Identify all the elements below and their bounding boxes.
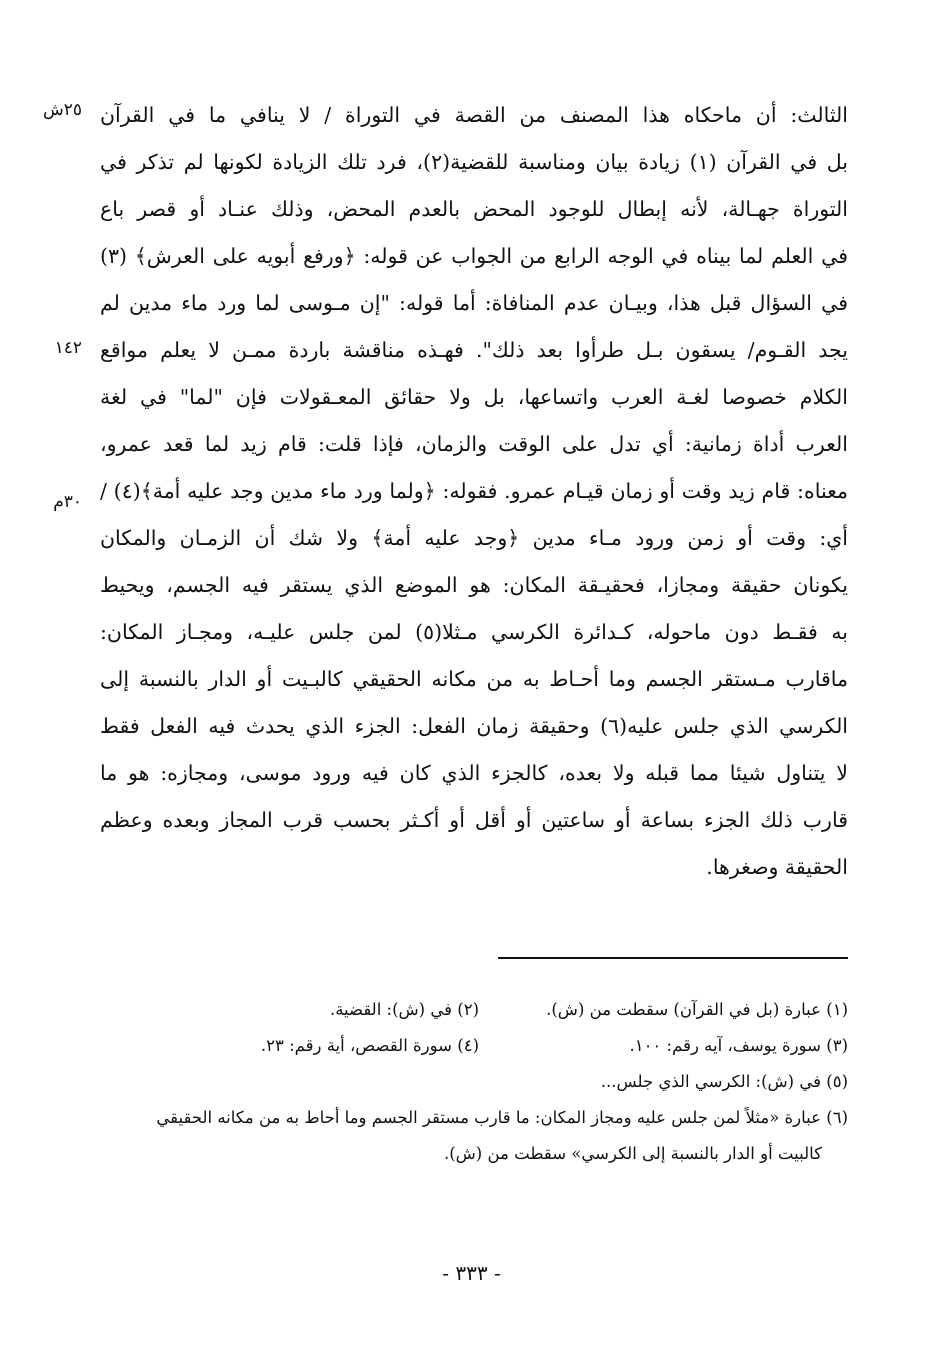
- footnote-row: [110, 992, 848, 1028]
- footnote-6-continuation: كالبيت أو الدار بالنسبة إلى الكرسي» سقطت من (ش).: [443, 1144, 822, 1163]
- text-line: معناه: قام زيد وقت أو زمان قيـام عمرو. فقوله: ﴿ولما ورد ماء مدين وجد عليه أمة﴾(٤) /: [100, 479, 848, 503]
- text-line: يكونان حقيقة ومجازا، فحقيـقة المكان: هو الموضع الذي يستقر فيه الجسم، ويحيط: [100, 573, 848, 597]
- text-line: يجد القـوم/ يسقون بـل طرأوا بعد ذلك". فهـذه مناقشة باردة ممـن لا يعلم مواقع: [100, 338, 848, 362]
- text-line: ماقارب مـستقر الجسم وما أحـاط به من مكانه الحقيقي كالبـيت أو الدار بالنسبة إلى: [100, 667, 848, 691]
- text-line: لا يتناول شيئا مما قبله ولا بعده، كالجزء الذي كان فيه ورود موسى، ومجازه: هو ما: [100, 761, 848, 785]
- main-text: [100, 92, 848, 891]
- text-line: الكرسي الذي جلس عليه(٦) وحقيقة زمان الفعل: الجزء الذي يحدث فيه الفعل فقط: [100, 714, 848, 738]
- text-line: الكلام خصوصا لغـة العرب واتساعها، بل ولا حقائق المعـقولات فإن "لما" في لغة: [100, 385, 848, 409]
- footnote-row: [110, 1028, 848, 1064]
- margin-note-folio: ١٤٢: [54, 338, 82, 358]
- footnote-4: (٤) سورة القصص، أية رقم: ٢٣.: [260, 1036, 479, 1055]
- page-number: - ٣٣٣ -: [442, 1261, 501, 1285]
- text-line: به فقـط دون ماحوله، كـدائرة الكرسي مـثلا(٥) لمن جلس عليـه، ومجـاز المكان:: [100, 620, 848, 644]
- text-line: في السؤال قبل هذا، وبيـان عدم المنافاة: أما قوله: "إن مـوسى لما ورد ماء مدين لم: [100, 291, 848, 315]
- footnote-2: (٢) في (ش): القضية.: [329, 1000, 479, 1019]
- text-line: في العلم لما بيناه في الوجه الرابع من الجواب عن قوله: ﴿ورفع أبويه على العرش﴾ (٣): [100, 244, 848, 268]
- footnote-separator: [498, 957, 848, 959]
- footnote-3: (٣) سورة يوسف، آيه رقم: ١٠٠.: [629, 1036, 848, 1055]
- footnotes: [110, 992, 848, 1172]
- footnote-5: (٥) في (ش): الكرسي الذي جلس...: [600, 1072, 848, 1091]
- text-line: الثالث: أن ماحكاه هذا المصنف من القصة في التوراة / لا ينافي ما في القرآن: [100, 103, 848, 127]
- text-line: العرب أداة زمانية: أي تدل على الوقت والزمان، فإذا قلت: قام زيد لما قعد عمرو،: [100, 432, 848, 456]
- text-line: أي: وقت أو زمن ورود مـاء مدين ﴿وجد عليه أمة﴾ ولا شك أن الزمـان والمكان: [100, 526, 848, 550]
- text-line: بل في القرآن (١) زيادة بيان ومناسبة للقضية(٢)، فرد تلك الزيادة لكونها لم تذكر في: [100, 150, 848, 174]
- footnote-6: (٦) عبارة «مثلاً لمن جلس عليه ومجاز المكان: ما قارب مستقر الجسم وما أحاط به من مكانه الحقيقي: [156, 1108, 848, 1127]
- margin-note-manuscript-sh: ٢٥ش: [42, 100, 82, 120]
- text-line: التوراة جهـالة، لأنه إبطال للوجود المحض بالعدم المحض، وذلك عنـاد أو قصر باع: [100, 197, 848, 221]
- margin-note-manuscript-m: ٣٠م: [53, 492, 82, 512]
- text-line: قارب ذلك الجزء بساعة أو ساعتين أو أقل أو أكـثر بحسب قرب المجاز وبعده وعظم: [100, 808, 848, 832]
- text-line: الحقيقة وصغرها.: [706, 855, 848, 879]
- footnote-1: (١) عبارة (بل في القرآن) سقطت من (ش).: [546, 1000, 848, 1019]
